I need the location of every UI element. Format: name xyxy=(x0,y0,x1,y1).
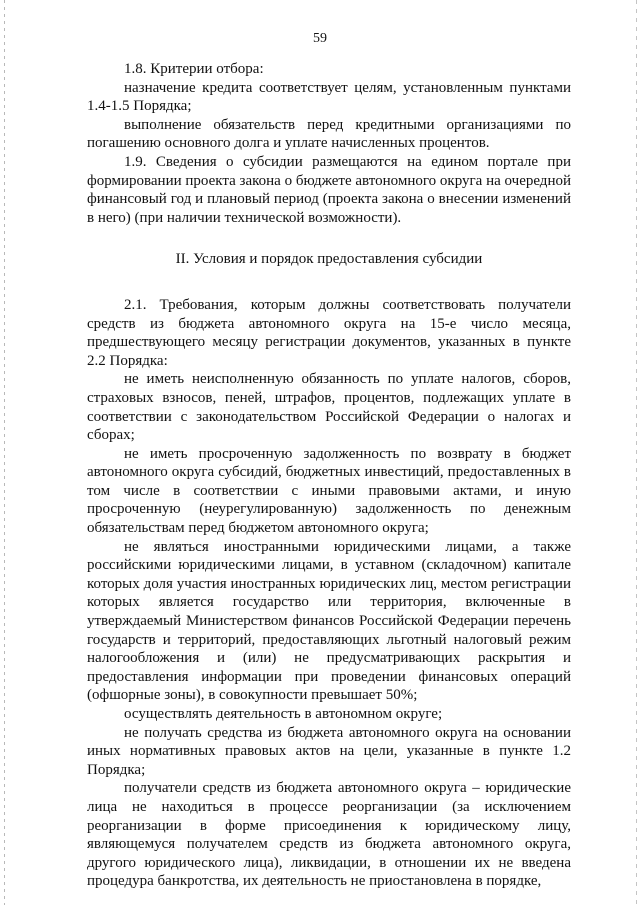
scan-edge-left xyxy=(4,0,5,905)
page-number: 59 xyxy=(313,31,327,46)
paragraph-1-8-criterion-obligations: выполнение обязательств перед кредитными организациями по погашению основного долга и уплате начисленных процентов. xyxy=(87,116,571,152)
paragraph-1-9: 1.9. Сведения о субсидии размещаются на едином портале при формировании проекта закона о бюджете автономного округа на очередной финансовый год и плановый период (проекта закона о внесении изменений в него) (при наличии технической возможности). xyxy=(87,153,571,226)
requirement-no-other-funds: не получать средства из бюджета автономного округа на основании иных нормативных правовых актов на цели, указанные в пункте 1.2 Порядка; xyxy=(87,724,571,778)
requirement-no-overdue-debt: не иметь просроченную задолженность по возврату в бюджет автономного округа субсидий, бюджетных инвестиций, предоставленных в том числе в соответствии с иными правовыми актами, и иную просроченную (неурегулированную) задолженность по денежным обязательствам перед бюджетом автономного округа; xyxy=(87,445,571,537)
requirement-no-reorganization: получатели средств из бюджета автономного округа – юридические лица не находиться в процессе реорганизации (за исключением реорганизации в форме присоединения к юридическому лицу, являющемуся получателем средств из бюджета автономного округа, другого юридического лица), ликвидации, в отношении их не введена процедура банкротства, их деятельность не приостановлена в порядке, xyxy=(87,780,571,890)
requirement-not-foreign-entity: не являться иностранными юридическими лицами, а также российскими юридическими лицами, в уставном (складочном) капитале которых доля участия иностранных юридических лиц, местом регистрации которых является государство или территория, включенные в утверждаемый Министерством финансов Российской Федерации перечень государств и территорий, предоставляющих льготный налоговый режим налогообложения и (или) не предусматривающих раскрытия и предоставления информации при проведении финансовых операций (офшорные зоны), в совокупности превышает 50%; xyxy=(87,538,571,704)
section-heading: II. Условия и порядок предоставления субсидии xyxy=(175,251,483,268)
document-body xyxy=(87,60,571,891)
scan-edge-right xyxy=(636,0,637,905)
requirement-operate-in-region: осуществлять деятельность в автономном округе; xyxy=(124,706,443,722)
requirement-no-tax-debt: не иметь неисполненную обязанность по уплате налогов, сборов, страховых взносов, пеней, штрафов, процентов, подлежащих уплате в соответствии с законодательством Российской Федерации о налогах и сборах; xyxy=(87,371,571,444)
paragraph-1-8-criterion-purpose: назначение кредита соответствует целям, установленным пунктами 1.4-1.5 Порядка; xyxy=(87,79,571,115)
paragraph-2-1: 2.1. Требования, которым должны соответствовать получатели средств из бюджета автономного округа на 15-е число месяца, предшествующего месяцу регистрации документов, указанных в пункте 2.2 Порядка: xyxy=(87,296,571,369)
paragraph-1-8-title: 1.8. Критерии отбора: xyxy=(124,61,264,77)
